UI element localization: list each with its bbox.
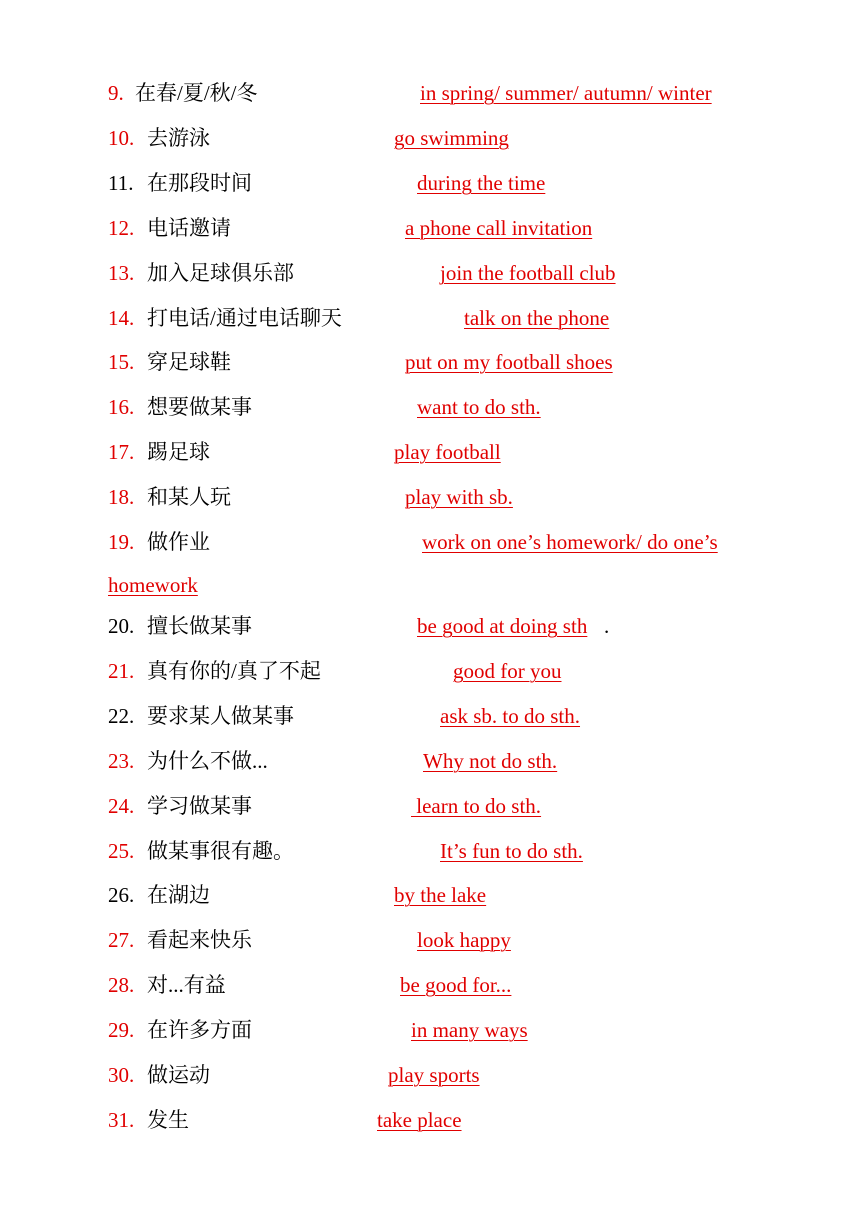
english-answer: be good for... — [400, 973, 512, 997]
chinese-phrase: 去游泳 — [147, 126, 210, 150]
list-item — [0, 78, 860, 108]
item-number: 15. — [108, 350, 135, 374]
english-answer: in many ways — [411, 1018, 528, 1042]
item-number: 22. — [108, 704, 135, 728]
chinese-phrase: 在春/夏/秋/冬 — [135, 81, 258, 105]
list-item — [0, 925, 860, 955]
list-item — [0, 701, 860, 731]
list-item — [0, 347, 860, 377]
chinese-phrase: 真有你的/真了不起 — [147, 659, 321, 683]
chinese-phrase: 在许多方面 — [147, 1018, 252, 1042]
english-answer: want to do sth. — [417, 395, 541, 419]
list-item-continuation — [0, 570, 860, 600]
english-answer-group — [417, 611, 587, 641]
item-number: 16. — [108, 395, 135, 419]
list-item — [0, 1060, 860, 1090]
item-number: 23. — [108, 749, 135, 773]
english-answer: during the time — [417, 171, 546, 195]
item-number: 12. — [108, 216, 135, 240]
chinese-phrase: 看起来快乐 — [147, 928, 252, 952]
english-answer: work on one’s homework/ do one’s — [422, 530, 718, 554]
list-item — [0, 611, 860, 641]
item-number: 19. — [108, 530, 135, 554]
english-answer: by the lake — [394, 883, 487, 907]
english-answer: talk on the phone — [464, 306, 610, 330]
list-item — [0, 437, 860, 467]
english-answer: good for you — [453, 659, 562, 683]
english-answer: go swimming — [394, 126, 509, 150]
chinese-phrase: 在湖边 — [147, 883, 210, 907]
list-item — [0, 970, 860, 1000]
chinese-phrase: 和某人玩 — [147, 485, 231, 509]
chinese-phrase: 电话邀请 — [147, 216, 231, 240]
chinese-phrase: 擅长做某事 — [147, 614, 252, 638]
item-number: 24. — [108, 794, 135, 818]
item-number: 30. — [108, 1063, 135, 1087]
chinese-phrase: 打电话/通过电话聊天 — [147, 306, 342, 330]
list-item — [0, 392, 860, 422]
chinese-phrase: 要求某人做某事 — [147, 704, 294, 728]
english-answer: play football — [394, 440, 501, 464]
list-item — [0, 1015, 860, 1045]
item-number: 10. — [108, 126, 135, 150]
list-item — [0, 1105, 860, 1135]
item-number: 11. — [108, 171, 134, 195]
english-answer: play with sb. — [405, 485, 513, 509]
english-answer: in spring/ summer/ autumn/ winter — [420, 81, 712, 105]
item-number: 14. — [108, 306, 135, 330]
list-item — [0, 656, 860, 686]
english-answer: put on my football shoes — [405, 350, 613, 374]
item-number: 20. — [108, 614, 135, 638]
item-number: 28. — [108, 973, 135, 997]
english-answer: play sports — [388, 1063, 480, 1087]
list-item — [0, 213, 860, 243]
item-number: 29. — [108, 1018, 135, 1042]
english-answer: look happy — [417, 928, 511, 952]
list-item — [0, 168, 860, 198]
list-item — [0, 258, 860, 288]
english-answer-continuation: homework — [108, 573, 198, 597]
chinese-phrase: 做某事很有趣。 — [147, 839, 294, 863]
english-answer: ask sb. to do sth. — [440, 704, 581, 728]
list-item — [0, 482, 860, 512]
list-item — [0, 746, 860, 776]
english-answer: learn to do sth. — [411, 794, 542, 818]
chinese-phrase: 做运动 — [147, 1063, 210, 1087]
english-answer: Why not do sth. — [423, 749, 558, 773]
list-item — [0, 836, 860, 866]
chinese-phrase: 做作业 — [147, 530, 210, 554]
chinese-phrase: 想要做某事 — [147, 395, 252, 419]
trailing-period: . — [604, 614, 610, 638]
chinese-phrase: 加入足球俱乐部 — [147, 261, 294, 285]
chinese-phrase: 在那段时间 — [147, 171, 252, 195]
list-item — [0, 527, 860, 557]
item-number: 25. — [108, 839, 135, 863]
english-answer: It’s fun to do sth. — [440, 839, 583, 863]
chinese-phrase: 对...有益 — [147, 973, 226, 997]
item-number: 27. — [108, 928, 135, 952]
list-item — [0, 791, 860, 821]
list-item — [0, 303, 860, 333]
list-item — [0, 123, 860, 153]
item-number: 26. — [108, 883, 135, 907]
chinese-phrase: 为什么不做... — [147, 749, 268, 773]
item-number: 13. — [108, 261, 135, 285]
item-number: 21. — [108, 659, 135, 683]
list-item — [0, 880, 860, 910]
chinese-phrase: 穿足球鞋 — [147, 350, 231, 374]
item-number: 18. — [108, 485, 135, 509]
item-number: 17. — [108, 440, 135, 464]
item-number: 31. — [108, 1108, 135, 1132]
item-number: 9. — [108, 81, 124, 105]
english-answer: be good at doing sth — [417, 614, 588, 638]
english-answer: join the football club — [440, 261, 616, 285]
english-answer: a phone call invitation — [405, 216, 593, 240]
english-answer: take place — [377, 1108, 462, 1132]
chinese-phrase: 学习做某事 — [147, 794, 252, 818]
chinese-phrase: 踢足球 — [147, 440, 210, 464]
chinese-phrase: 发生 — [147, 1108, 189, 1132]
